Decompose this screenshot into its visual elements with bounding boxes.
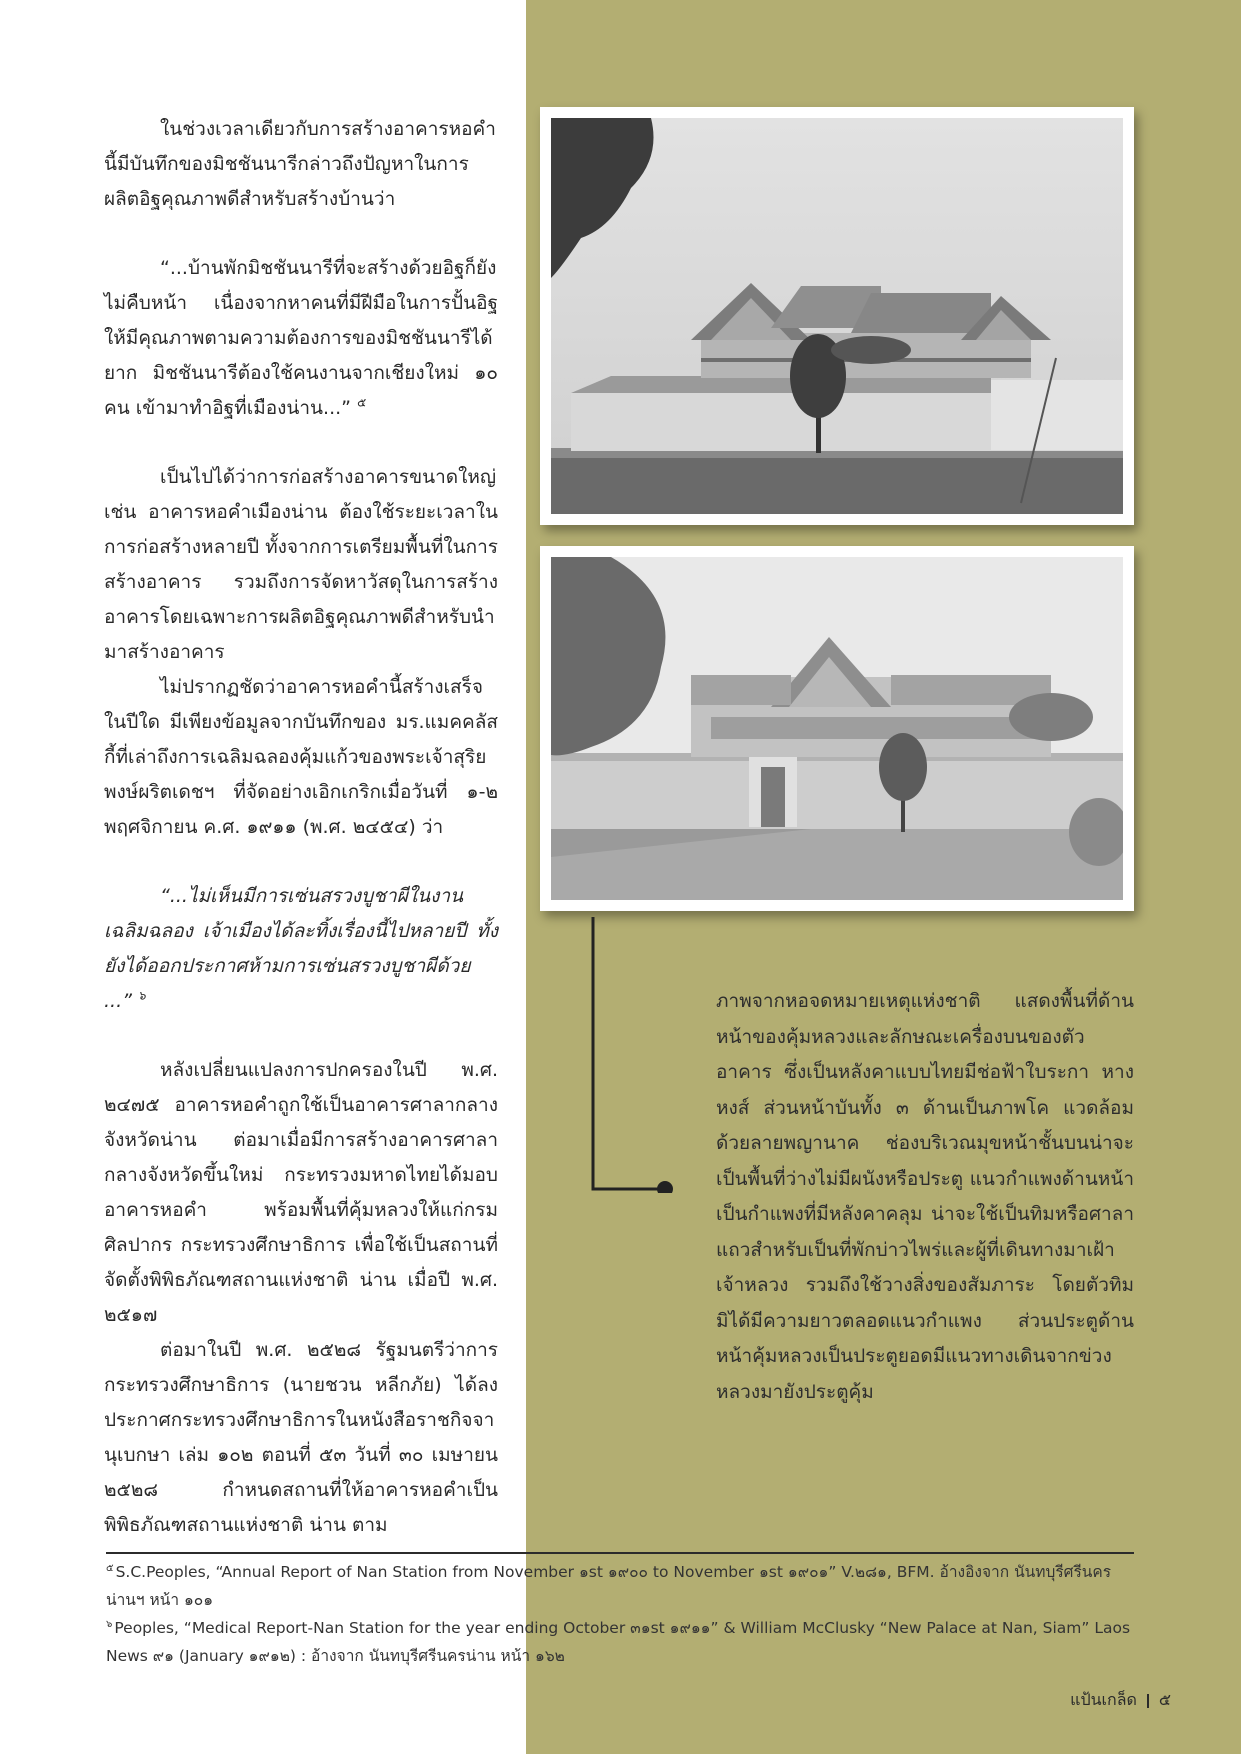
footnote-ref-6[interactable]: ๖: [138, 988, 146, 1003]
publication-name: แป้นเกล็ด: [1070, 1690, 1137, 1709]
missionary-quote-text: “...บ้านพักมิชชันนารีที่จะสร้างด้วยอิฐก็ยังไม่คืบหน้า เนื่องจากหาคนที่มีฝีมือในการปั้นอิฐให้มีคุณภาพตามความต้องการของมิชชันนารีได้ยาก มิชชันนารีต้องใช้คนงานจากเชียงใหม่ ๑๐ คน เข้ามาทำอิฐที่เมืองน่าน...”: [104, 257, 498, 419]
footnote-divider: [106, 1552, 1134, 1554]
page-number: ๕: [1158, 1690, 1171, 1709]
caption-connector-line: [591, 917, 675, 1193]
paragraph-3: ไม่ปรากฏชัดว่าอาคารหอคำนี้สร้างเสร็จในปีใด มีเพียงข้อมูลจากบันทึกของ มร.แมคคลัสกี้ที่เล่าถึงการเฉลิมฉลองคุ้มแก้วของพระเจ้าสุริยพงษ์ผริตเดชฯ ที่จัดอย่างเอิกเกริกเมื่อวันที่ ๑-๒ พฤศจิกายน ค.ศ. ๑๙๑๑ (พ.ศ. ๒๔๕๔) ว่า: [104, 676, 498, 838]
photo-caption: [716, 984, 1134, 1410]
footnote-5-mark: ๕: [106, 1562, 114, 1574]
photo-caption-text: ภาพจากหอจดหมายเหตุแห่งชาติ แสดงพื้นที่ด้านหน้าของคุ้มหลวงและลักษณะเครื่องบนของตัวอาคาร ซึ่งเป็นหลังคาแบบไทยมีช่อฟ้าใบระกา หางหงส์ ส่วนหน้าบันทั้ง ๓ ด้านเป็นภาพโค แวดล้อมด้วยลายพญานาค ช่องบริเวณมุขหน้าชั้นบนน่าจะเป็นพื้นที่ว่างไม่มีผนังหรือประตู แนวกำแพงด้านหน้าเป็นกำแพงที่มีหลังคาคลุม น่าจะใช้เป็นทิมหรือศาลาแถวสำหรับเป็นที่พักบ่าวไพร่และผู้ที่เดินทางมาเฝ้าเจ้าหลวง รวมถึงใช้วางสิ่งของสัมภาระ โดยตัวทิมมิได้มีความยาวตลอดแนวกำแพง ส่วนประตูด้านหน้าคุ้มหลวงเป็นประตูยอดมีแนวทางเดินจากข่วงหลวงมายังประตูคุ้ม: [716, 990, 1134, 1403]
footnote-5-text: S.C.Peoples, “Annual Report of Nan Station from November ๑st ๑๙๐๐ to November ๑st ๑๙๐๑” V.๒๘๑, BFM. อ้างอิงจาก นันทบุรีศรีนครน่านฯ หน้า ๑๐๑: [106, 1563, 1112, 1609]
footnotes: [106, 1558, 1136, 1670]
footnote-6-mark: ๖: [106, 1618, 113, 1630]
mcclusky-quote: [104, 879, 498, 1019]
footnote-ref-5[interactable]: ๕: [357, 395, 367, 410]
paragraph-5: ต่อมาในปี พ.ศ. ๒๕๒๘ รัฐมนตรีว่าการกระทรวงศึกษาธิการ (นายชวน หลีกภัย) ได้ลงประกาศกระทรวงศึกษาธิการในหนังสือราชกิจจานุเบกษา เล่ม ๑๐๒ ตอนที่ ๕๓ วันที่ ๓๐ เมษายน ๒๕๒๘ กำหนดสถานที่ให้อาคารหอคำเป็นพิพิธภัณฑสถานแห่งชาติ น่าน ตาม: [104, 1339, 498, 1536]
paragraph-1: ในช่วงเวลาเดียวกับการสร้างอาคารหอคำนี้มีบันทึกของมิชชันนารีกล่าวถึงปัญหาในการผลิตอิฐคุณภาพดีสำหรับสร้างบ้านว่า: [104, 118, 496, 210]
paragraph-4: หลังเปลี่ยนแปลงการปกครองในปี พ.ศ. ๒๔๗๕ อาคารหอคำถูกใช้เป็นอาคารศาลากลางจังหวัดน่าน ต่อมาเมื่อมีการสร้างอาคารศาลากลางจังหวัดขึ้นใหม่ กระทรวงมหาดไทยได้มอบอาคารหอคำ พร้อมพื้นที่คุ้มหลวงให้แก่กรมศิลปากร กระทรวงศึกษาธิการ เพื่อใช้เป็นสถานที่จัดตั้งพิพิธภัณฑสถานแห่งชาติ น่าน เมื่อปี พ.ศ. ๒๕๑๗: [104, 1059, 498, 1326]
palace-photo-2-image: [551, 557, 1123, 900]
historic-photo-2: [540, 546, 1134, 911]
footnote-6: [106, 1614, 1136, 1670]
main-text-column: [104, 112, 498, 1543]
mcclusky-quote-text: “...ไม่เห็นมีการเซ่นสรวงบูชาผีในงานเฉลิมฉลอง เจ้าเมืองได้ละทิ้งเรื่องนี้ไปหลายปี ทั้งยังได้ออกประกาศห้ามการเซ่นสรวงบูชาผีด้วย ...”: [104, 885, 498, 1012]
footnote-5: [106, 1558, 1136, 1614]
footnote-6-text: Peoples, “Medical Report-Nan Station for the year ending October ๓๑st ๑๙๑๑” & William McClusky “New Palace at Nan, Siam” Laos News ๙๑ (January ๑๙๑๒) : อ้างจาก นันทบุรีศรีนครน่าน หน้า ๑๖๒: [106, 1619, 1131, 1665]
paragraph-2: เป็นไปได้ว่าการก่อสร้างอาคารขนาดใหญ่ เช่น อาคารหอคำเมืองน่าน ต้องใช้ระยะเวลาในการก่อสร้างหลายปี ทั้งจากการเตรียมพื้นที่ในการสร้างอาคาร รวมถึงการจัดหาวัสดุในการสร้างอาคารโดยเฉพาะการผลิตอิฐคุณภาพดีสำหรับนำมาสร้างอาคาร: [104, 466, 498, 663]
historic-photo-1: [540, 107, 1134, 525]
page-footer: [1070, 1688, 1171, 1713]
palace-photo-1-image: [551, 118, 1123, 514]
footer-separator: [1147, 1694, 1149, 1708]
missionary-quote: [104, 251, 498, 426]
